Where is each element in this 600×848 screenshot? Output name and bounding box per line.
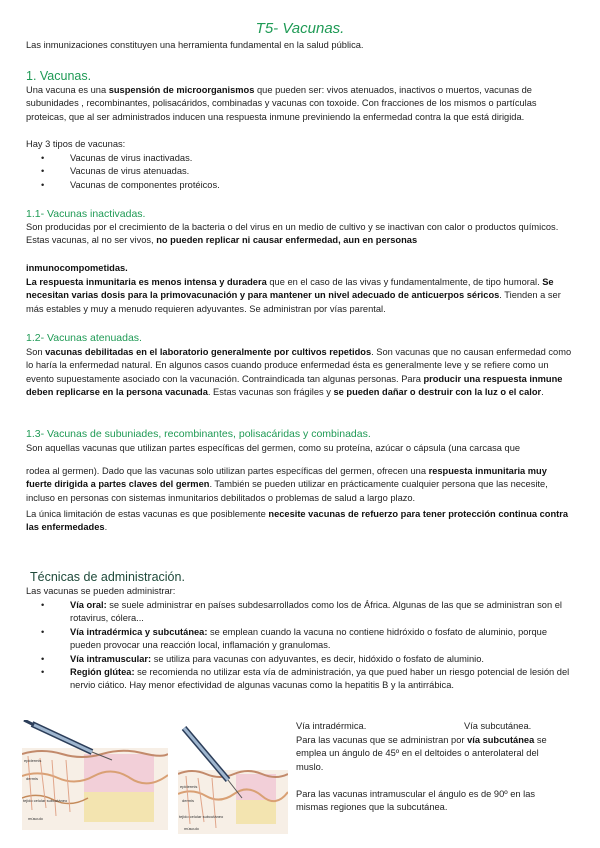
label-dermis: dermis xyxy=(182,798,195,803)
section-vacunas-heading: 1. Vacunas. xyxy=(26,69,92,83)
subcutaneous-injection-figure xyxy=(178,724,288,834)
intro-text: Las inmunizaciones constituyen una herramienta fundamental en la salud pública. xyxy=(26,40,364,50)
vaccine-types-intro: Hay 3 tipos de vacunas: xyxy=(26,139,126,149)
inactivadas-paragraph-2: inmunocompometidas. xyxy=(26,263,128,273)
label-subcutaneous: tejido celular subcutáneo xyxy=(179,814,224,819)
list-item: • Vía intradérmica y subcutánea: se emplean cuando la vacuna no contiene hidróxido o fosfato de aluminio, porque pueden provocar una reacción local, inflamación y granulomas. xyxy=(26,626,574,653)
label-subcutaneous: tejido celular subcutáneo xyxy=(23,798,68,803)
via-subcutanea-label: Vía subcutánea. xyxy=(464,721,532,731)
label-muscle: músculo xyxy=(28,816,43,821)
via-intradermica-label: Vía intradérmica. xyxy=(296,721,367,731)
intradermal-injection-figure xyxy=(22,720,168,830)
list-item: • Región glútea: se recomienda no utilizar esta vía de administración, ya que pued haber un riesgo potencial de lesión del nervio ciático. Hay menor efectividad de algunas vacunas como la hepatitis B y la antirrábica. xyxy=(26,666,574,693)
intramuscular-paragraph: Para las vacunas intramuscular el ángulo es de 90º en las mismas regiones que la subcutánea. xyxy=(296,789,536,813)
page-title: T5- Vacunas. xyxy=(255,20,345,37)
list-item: • Vacunas de componentes protéicos. xyxy=(26,179,574,192)
section-inactivadas-heading: 1.1- Vacunas inactivadas. xyxy=(26,208,146,220)
label-dermis: dermis xyxy=(26,776,39,781)
label-muscle: músculo xyxy=(184,826,199,831)
list-item: • Vía intramuscular: se utiliza para vacunas con adyuvantes, es decir, hidóxido o fosfato de aluminio. xyxy=(26,653,574,666)
tecnicas-intro: Las vacunas se pueden administrar: xyxy=(26,586,176,596)
tecnicas-list xyxy=(26,599,574,693)
inactivadas-paragraph-1: Son producidas por el crecimiento de la bacteria o del virus en un medio de cultivo y se inactivan con calor o productos químicos. Estas vacunas, al no ser vivos, no pueden replicar ni causar enfermedad, aun en personas xyxy=(26,222,559,246)
subunidades-paragraph-2: rodea al germen). Dado que las vacunas solo utilizan partes específicas del germen, ofrecen una respuesta inmunitaria muy fuerte dirigida a partes claves del germen. También se pueden utilizar en prácticamente cualquier persona que las necesite, incluso en personas con sistemas inmunitarios debilitados o problemas de salud a largo plazo. xyxy=(26,466,548,503)
inactivadas-paragraph-3: La respuesta inmunitaria es menos intensa y duradera que en el caso de las vivas y fundamentalmente, de tipo humoral. Se necesitan varias dosis para la primovacunación y para mantener un nivel adecuado de anticuerpos séricos. Tienden a ser más estables y muy a menudo requieren adyuvantes. Se administran por vías parental. xyxy=(26,277,561,314)
section-vacunas-paragraph: Una vacuna es una suspensión de microorganismos que pueden ser: vivos atenuados, inactivos o muertos, vacunas de subunidades , recombinantes, polisacáridos, combinadas y vacunas con toxoide. Con fracciones de los mismos o partículas proteicas, que al ser administrados inducen una respuesta inmune previniendo la enfermedad contra la que está dirigida. xyxy=(26,85,537,122)
subunidades-paragraph-3: La única limitación de estas vacunas es que posiblemente necesite vacunas de refuerzo para tener protección continua contra las enfermedades. xyxy=(26,509,569,533)
subcutanea-paragraph: Para las vacunas que se administran por vía subcutánea se emplea un ángulo de 45º en el deltoides o anterolateral del muslo. xyxy=(296,735,547,772)
list-item: • Vía oral: se suele administrar en países subdesarrollados como los de África. Algunas de las que se administran son el rotavirus, cólera... xyxy=(26,599,574,626)
vaccine-types-list xyxy=(26,152,574,192)
label-epidermis: epidermis xyxy=(24,758,42,763)
subunidades-paragraph-1: Son aquellas vacunas que utilizan partes específicas del germen, como su proteína, azúcar o cápsula (una carcasa que xyxy=(26,443,521,453)
section-tecnicas-heading: Técnicas de administración. xyxy=(30,570,185,584)
list-item: • Vacunas de virus atenuadas. xyxy=(26,165,574,178)
atenuadas-paragraph: Son vacunas debilitadas en el laboratorio generalmente por cultivos repetidos. Son vacunas que no causan enfermedad como lo haría la enfermedad natural. En algunos casos cuando produce enfermedad ésta es generalmente leve y se refiere como un evento supuestamente asociado con la vacunación. Contraindicada tan algunas personas. Para producir una respuesta inmune deben replicarse en la persona vacunada. Estas vacunas son frágiles y se pueden dañar o destruir con la luz o el calor. xyxy=(26,347,572,398)
section-atenuadas-heading: 1.2- Vacunas atenuadas. xyxy=(26,332,142,344)
via-headings xyxy=(296,720,564,733)
section-subunidades-heading: 1.3- Vacunas de subuniades, recombinantes, polisacáridas y combinadas. xyxy=(26,428,371,440)
list-item: • Vacunas de virus inactivadas. xyxy=(26,152,574,165)
label-epidermis: epidermis xyxy=(180,784,198,789)
